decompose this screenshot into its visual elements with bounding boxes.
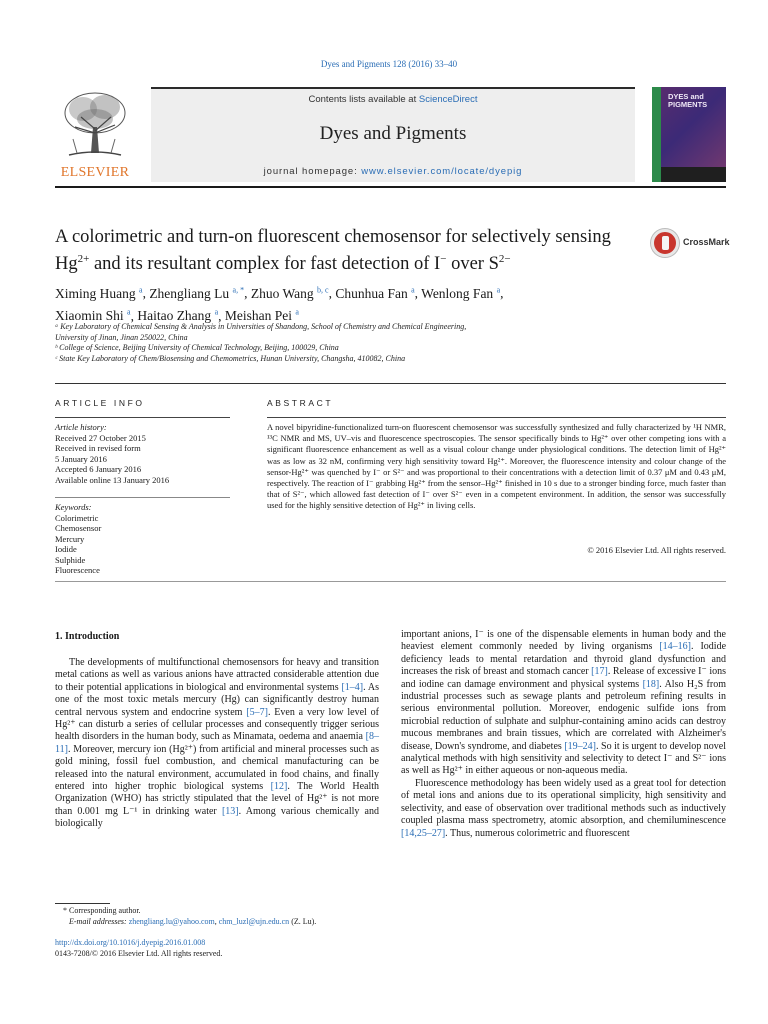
email-owner: (Z. Lu). <box>289 916 317 926</box>
publisher-name: ELSEVIER <box>60 165 130 180</box>
author[interactable]: Ximing Huang $^a$ <box>55 285 143 301</box>
cover-strip <box>652 87 661 182</box>
citation-link[interactable]: [18] <box>642 678 660 690</box>
cover-bar <box>661 167 726 182</box>
cover-title: DYES and PIGMENTS <box>668 92 708 109</box>
paragraph: The developments of multifunctional chemosensors for heavy and transition metal cations as well as various anions have attracted considerable attention due to their potential applications in biological and environmental systems [1–4]. As one of the most toxic metals mercury (Hg) can significantly destroy human central nervous system and endocrine system [5–7]. Even a very low level of Hg²⁺ can disturb a series of cellular processes and consequently trigger serious health disorders in the human body, such as Minamata, oedema and anaemia [8–11]. Moreover, mercury ion (Hg²⁺) from artificial and mineral processes such as gold mining, fossil fuel combustion, and chemical manufacturing can be released into the natural environment, accumulated in food chains, and finally entered into higher trophic biological systems [12]. The World Health Organization (WHO) has strictly stipulated that the level of Hg²⁺ is not more than 0.001 mg L⁻¹ in drinking water [13]. Among various chemically and biologically <box>55 657 380 830</box>
abstract-heading: ABSTRACT <box>267 398 334 408</box>
title-part: A colorimetric and turn-on fluorescent chemosensor for selectively sensing Hg <box>55 227 611 275</box>
author-list: Ximing Huang $^a$, Zhengliang Lu $^{a, *}$, Zhuo Wang $^{b, c}$, Chunhua Fan $^a$, Wenlong Fan $^a$, Xiaomin Shi $^a$, Haitao Zhang $^a$, Meishan Pei $^a$ <box>55 285 504 323</box>
email-label: E-mail addresses: <box>69 916 129 926</box>
contents-line <box>151 94 635 105</box>
affiliation-line: ᶜ State Key Laboratory of Chem/Biosensing and Chemometrics, Hunan University, Changsha, 410082, China <box>55 353 406 363</box>
elsevier-tree-logo <box>55 87 135 182</box>
paragraph: important anions, I⁻ is one of the dispensable elements in human body and the heaviest element commonly needed by living organisms [14–16]. Iodide deficiency leads to mental retardation and thyroid gland dysfunction and increases the risk of breast and stomach cancer [17]. Release of excessive I⁻ ions and iodine can damage environment and physical systems [18]. Also H₂S from industrial processes such as sewage plants and petroleum refining results in serious environmental pollution. Moreover, endogenic sulfide ions from microbial reduction of sulphate and sulphur-containing amino acids can destroy mucous membranes and brain tissues, which are correlated with Alzheimer's disease, Down's syndrome, and diabetes [19–24]. So it is urgent to develop novel analytical methods with high sensitivity and selectivity to detect I⁻ and S²⁻ ions as well as Hg²⁺ in either aqueous or non-aqueous media. <box>401 629 727 777</box>
citation-link[interactable]: [12] <box>270 781 288 793</box>
crossmark-icon <box>651 229 679 257</box>
keyword: Chemosensor <box>55 523 102 533</box>
divider <box>55 417 230 418</box>
email-line <box>55 917 385 928</box>
email-link[interactable]: zhengliang.lu@yahoo.com <box>128 916 215 926</box>
history-item: 5 January 2016 <box>55 453 107 464</box>
citation-link[interactable]: [14–16] <box>659 641 692 653</box>
divider <box>55 497 230 498</box>
sciencedirect-link[interactable]: ScienceDirect <box>418 94 478 105</box>
history-item: Received in revised form <box>55 443 141 453</box>
issn-line: 0143-7208/© 2016 Elsevier Ltd. All rights reserved. <box>55 948 223 958</box>
title-sup: 2+ <box>77 253 90 265</box>
affiliation-line: ᵇ College of Science, Beijing University of Chemical Technology, Beijing, 100029, China <box>55 343 339 352</box>
homepage-prefix: journal homepage: <box>263 166 362 177</box>
author[interactable]: Wenlong Fan $^a$ <box>421 285 501 301</box>
citation-link[interactable]: [19–24] <box>564 740 596 752</box>
body-column-right <box>401 629 726 840</box>
email-link[interactable]: chm_luzl@ujn.edu.cn <box>218 916 290 926</box>
keyword: Mercury <box>55 533 85 544</box>
title-part: and its resultant complex for fast detection of I <box>89 254 441 275</box>
doi-block <box>55 938 385 959</box>
corresponding-author-note: * Corresponding author. <box>63 906 141 915</box>
title-part: over S <box>446 254 499 275</box>
abstract-copyright: © 2016 Elsevier Ltd. All rights reserved. <box>587 545 726 555</box>
divider <box>55 581 726 582</box>
doi-link[interactable]: http://dx.doi.org/10.1016/j.dyepig.2016.01.008 <box>55 938 206 947</box>
paper-title <box>55 226 645 275</box>
email-separator: , <box>214 916 219 926</box>
keyword: Fluorescence <box>55 565 100 575</box>
divider <box>267 417 726 418</box>
body-column-left <box>55 657 379 831</box>
crossmark-label: CrossMark <box>683 237 730 247</box>
article-history <box>55 422 230 485</box>
history-item: Available online 13 January 2016 <box>55 474 170 485</box>
keywords <box>55 502 230 576</box>
history-item: Accepted 6 January 2016 <box>55 464 142 474</box>
affiliations <box>55 322 675 364</box>
author[interactable]: Chunhua Fan $^a$ <box>335 285 415 301</box>
section-heading-introduction: 1. Introduction <box>55 631 120 642</box>
tree-icon <box>55 87 135 165</box>
author[interactable]: Haitao Zhang $^a$ <box>137 307 219 323</box>
author[interactable]: Meishan Pei $^a$ <box>224 307 299 323</box>
journal-title: Dyes and Pigments <box>319 123 467 144</box>
homepage-line <box>151 166 635 177</box>
contents-prefix: Contents lists available at <box>308 94 419 105</box>
author[interactable]: Zhengliang Lu $^{a, *}$ <box>149 285 245 301</box>
abstract-text: A novel bipyridine-functionalized turn-on fluorescent chemosensor was successfully synthesized and fully characterized by ¹H NMR, ¹³C NMR and MS, UV–vis and fluorescence spectroscopies. The sensor specifically binds to Hg²⁺ over other competing ions with a significant fluorescence enhancement as well as a visual colour change under physiological conditions. The detection limit of Hg²⁺ was as low as 32 nM, confirming very high sensitivity toward Hg²⁺. Moreover, the fluorescence intensity and colour change of the sensor-Hg²⁺ was quenched by I⁻ or S²⁻ and was proportional to their concentrations with a detection limit of 0.37 μM and 0.43 μM, respectively. The reaction of I⁻ grabbing Hg²⁺ from the sensor–Hg²⁺ finished in 10 s due to a stronger binding force, much faster than that of S²⁻, which allowed fast detection of I⁻ over S²⁻ even in a competent environment. In addition, the sensor was successfully used for the highly sensitive detection of Hg²⁺ in living cells. <box>267 422 726 511</box>
history-item: Received 27 October 2015 <box>55 432 146 443</box>
citation-link[interactable]: [8–11] <box>55 731 379 755</box>
divider <box>55 383 726 384</box>
author[interactable]: Xiaomin Shi $^a$ <box>55 307 131 323</box>
homepage-link[interactable]: www.elsevier.com/locate/dyepig <box>361 166 523 177</box>
footnote-rule <box>55 903 110 904</box>
journal-header <box>55 87 726 182</box>
citation-link[interactable]: [14,25–27] <box>401 827 446 839</box>
paragraph: Fluorescence methodology has been widely used as a great tool for detection of metal ions and anions due to its operational simplicity, high sensitivity and selectivity, and ease of observation over traditional methods such as inductively coupled plasma mass spectrometry, atomic absorption, and chemiluminescence [14,25–27]. Thus, numerous colorimetric and fluorescent <box>401 777 726 839</box>
history-label: Article history: <box>55 422 107 432</box>
crossmark-button[interactable] <box>651 229 731 259</box>
journal-info-box <box>151 87 635 182</box>
keyword: Iodide <box>55 544 77 554</box>
keywords-label: Keywords: <box>55 502 92 512</box>
title-sup: − <box>440 253 447 265</box>
citation-link[interactable]: [1–4] <box>341 681 364 693</box>
keyword: Colorimetric <box>55 512 99 523</box>
author[interactable]: Zhuo Wang $^{b, c}$ <box>250 285 329 301</box>
title-sup: 2− <box>498 253 511 265</box>
citation-link[interactable]: [5–7] <box>246 706 268 718</box>
keyword: Sulphide <box>55 554 86 565</box>
footnote <box>55 906 385 927</box>
article-info-heading: ARTICLE INFO <box>55 398 145 408</box>
affiliation-line: University of Jinan, Jinan 250022, China <box>55 332 188 342</box>
header-rule <box>55 186 726 188</box>
journal-citation[interactable]: Dyes and Pigments 128 (2016) 33–40 <box>320 59 458 69</box>
citation-link[interactable]: [17] <box>591 666 608 678</box>
journal-cover-image <box>652 87 726 182</box>
affiliation-line: ᵃ Key Laboratory of Chemical Sensing & Analysis in Universities of Shandong, School of Chemistry and Chemical Engineering, <box>55 322 467 331</box>
citation-link[interactable]: [13] <box>221 805 239 817</box>
